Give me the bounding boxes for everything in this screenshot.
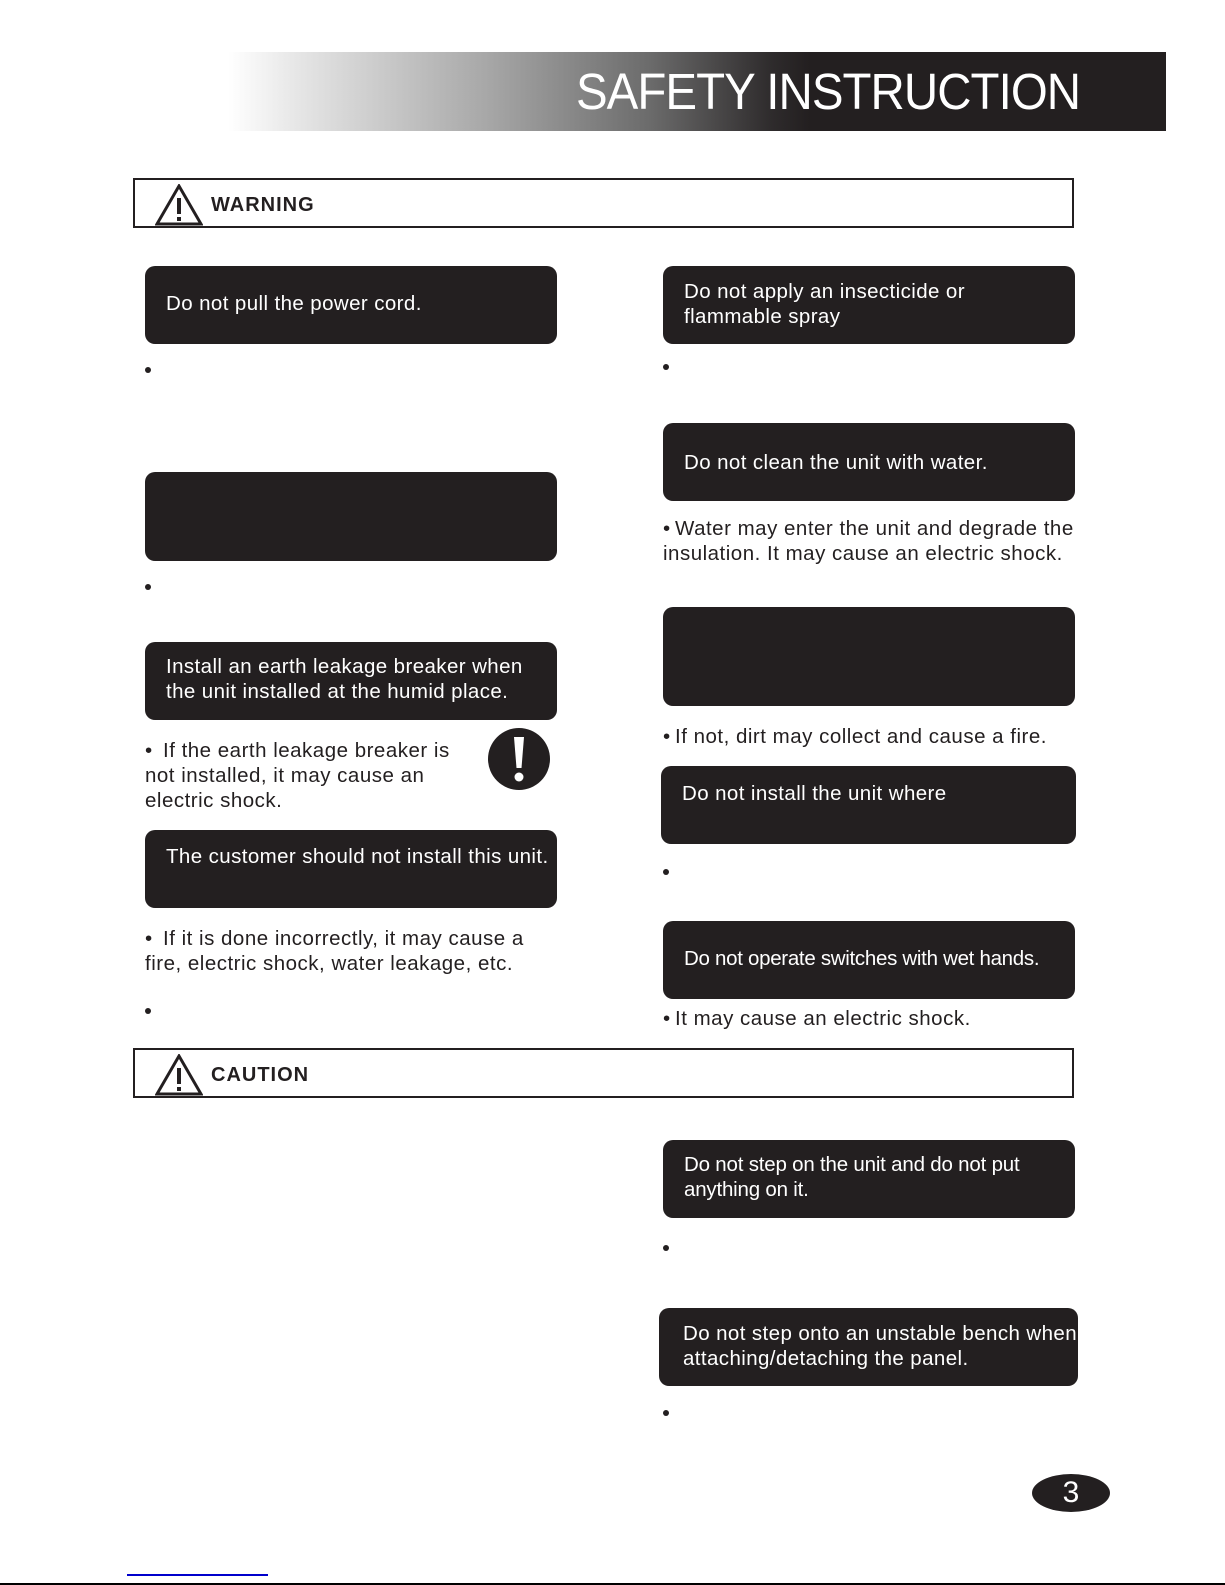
warning-heading-box — [145, 472, 557, 561]
bullet — [663, 1410, 669, 1416]
warning-description-text: If it is done incorrectly, it may cause a fire, electric shock, water leakage, etc. — [145, 927, 524, 975]
warning-heading: Do not operate switches with wet hands. — [684, 947, 1040, 970]
warning-description: • If it is done incorrectly, it may cause a fire, electric shock, water leakage, etc. — [145, 927, 524, 975]
warning-heading-box — [663, 423, 1075, 501]
warning-heading: Do not clean the unit with water. — [684, 451, 988, 474]
warning-description-text: It may cause an electric shock. — [675, 1007, 971, 1030]
warning-heading-box — [663, 266, 1075, 344]
warning-heading-box — [663, 921, 1075, 999]
warning-heading: Do not install the unit where — [682, 782, 947, 805]
warning-description: • Water may enter the unit and degrade the insulation. It may cause an electric shock. — [663, 517, 1074, 565]
page-title: SAFETY INSTRUCTION — [575, 63, 1080, 120]
warning-heading-box — [145, 642, 557, 720]
bullet — [663, 1245, 669, 1251]
caution-heading-box — [663, 1140, 1075, 1218]
warning-description-text: If the earth leakage breaker is not installed, it may cause an electric shock. — [145, 739, 450, 812]
bullet — [145, 1008, 151, 1014]
warning-description-text: If not, dirt may collect and cause a fire. — [675, 725, 1047, 748]
bullet — [145, 584, 151, 590]
caution-label: CAUTION — [211, 1064, 310, 1086]
bullet — [663, 364, 669, 370]
caution-heading: Do not step onto an unstable bench when attaching/detaching the panel. — [683, 1322, 1077, 1370]
warning-triangle-icon — [155, 184, 203, 226]
warning-label: WARNING — [211, 194, 315, 216]
warning-heading: Do not pull the power cord. — [166, 292, 422, 315]
exclamation-circle-icon — [488, 728, 550, 790]
caution-section-bar — [133, 1048, 1074, 1098]
bullet — [145, 367, 151, 373]
warning-section-bar — [133, 178, 1074, 228]
warning-heading-box — [663, 607, 1075, 706]
warning-heading: The customer should not install this unit. — [166, 845, 549, 868]
page-number-badge — [1032, 1474, 1110, 1512]
warning-description: • If the earth leakage breaker is not installed, it may cause an electric shock. — [145, 739, 450, 812]
warning-description: • It may cause an electric shock. — [663, 1007, 971, 1030]
warning-description: • If not, dirt may collect and cause a fire. — [663, 725, 1047, 748]
warning-heading-box — [145, 266, 557, 344]
warning-description-text: Water may enter the unit and degrade the insulation. It may cause an electric shock. — [663, 517, 1074, 565]
bullet — [663, 869, 669, 875]
warning-triangle-icon — [155, 1054, 203, 1096]
caution-heading-box — [659, 1308, 1078, 1386]
header-banner — [228, 52, 1166, 131]
warning-heading: Do not apply an insecticide or flammable spray — [684, 280, 965, 328]
warning-heading-box — [661, 766, 1076, 844]
page-number: 3 — [1062, 1476, 1080, 1509]
warning-heading: Install an earth leakage breaker when the unit installed at the humid place. — [166, 655, 523, 703]
caution-heading: Do not step on the unit and do not put anything on it. — [684, 1153, 1020, 1201]
warning-heading-box — [145, 830, 557, 908]
link-underline[interactable] — [127, 1574, 268, 1576]
